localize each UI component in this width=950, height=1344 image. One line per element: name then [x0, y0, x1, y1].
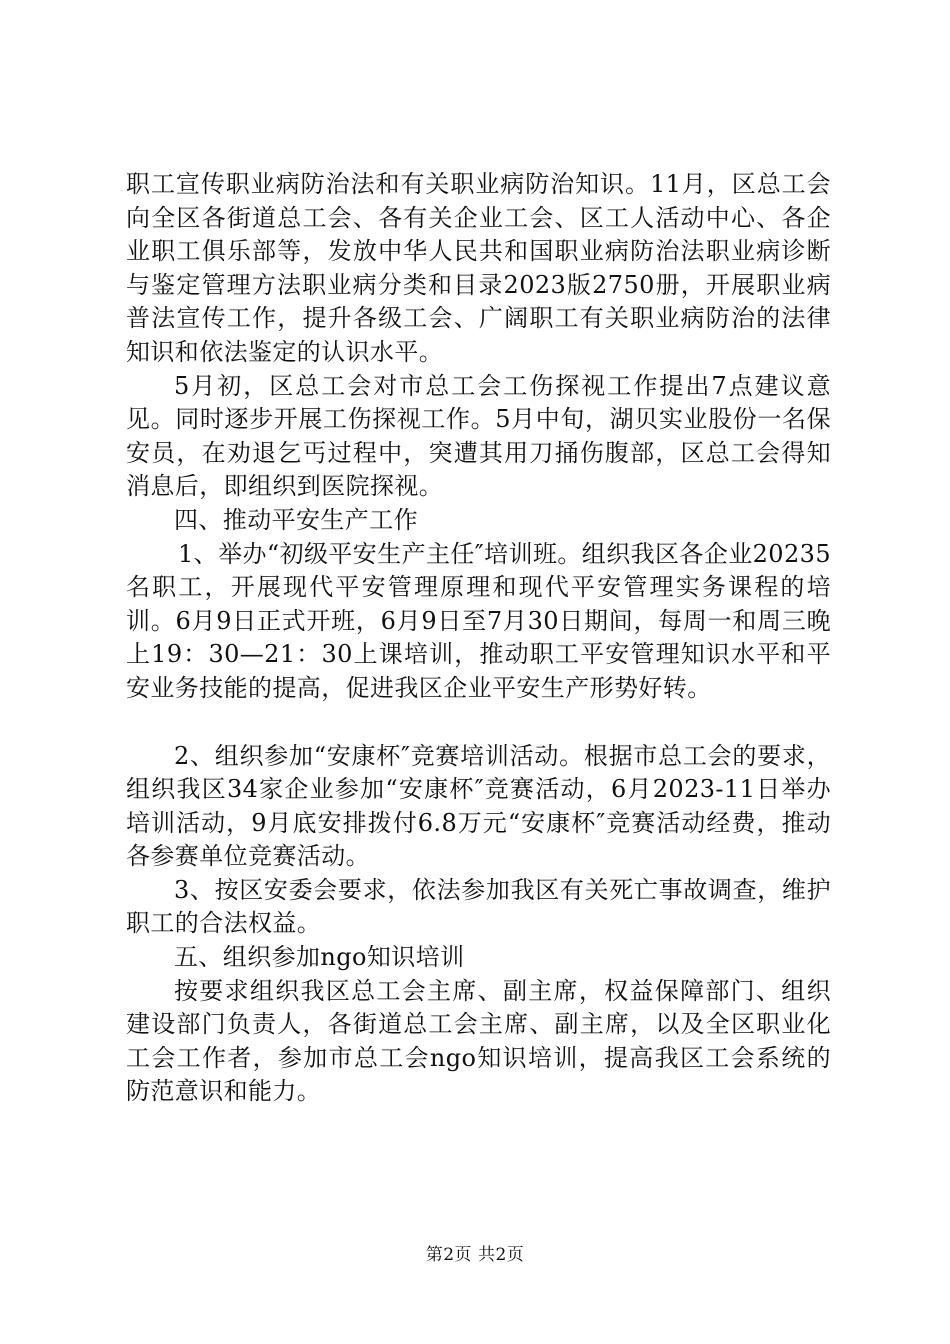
section-heading-ngo-training: 五、组织参加ngo知识培训	[174, 943, 465, 972]
paragraph-ankang-cup: 2、组织参加“安康杯″竞赛培训活动。根据市总工会的要求，组织我区34家企业参加“安康杯″竞赛活动，6月2023-11日举办培训活动，9月底安排拨付6.8万元“安康杯″竞赛活动经费，推动各参赛单位竞赛活动。	[126, 741, 831, 871]
page-footer: 第2页 共2页	[425, 1245, 525, 1265]
document-body	[126, 168, 831, 1109]
section-heading-safety-production: 四、推动平安生产工作	[174, 505, 418, 534]
paragraph-ngo-training: 按要求组织我区总工会主席、副主席，权益保障部门、组织建设部门负责人，各街道总工会主席、副主席，以及全区职业化工会工作者，参加市总工会ngo知识培训，提高我区工会系统的防范意识和能力。	[126, 976, 831, 1106]
paragraph-accident-investigation: 3、按区安委会要求，依法参加我区有关死亡事故调查，维护职工的合法权益。	[126, 875, 831, 938]
paragraph-safety-training-class: 1、举办“初级平安生产主任″培训班。组织我区各企业20235名职工，开展现代平安管理原理和现代平安管理实务课程的培训。6月9日正式开班，6月9日至7月30日期间，每周一和周三晚上19：30—21：30上课培训，推动职工平安管理知识水平和平安业务技能的提高，促进我区企业平安生产形势好转。	[126, 539, 831, 702]
paragraph-occupational-disease-publicity: 职工宣传职业病防治法和有关职业病防治知识。11月，区总工会向全区各街道总工会、各有关企业工会、区工人活动中心、各企业职工俱乐部等，发放中华人民共和国职业病防治法职业病诊断与鉴定管理方法职业病分类和目录2023版2750册，开展职业病普法宣传工作，提升各级工会、广阔职工有关职业病防治的法律知识和依法鉴定的认识水平。	[126, 170, 831, 366]
paragraph-injury-visits: 5月初，区总工会对市总工会工伤探视工作提出7点建议意见。同时逐步开展工伤探视工作。5月中旬，湖贝实业股份一名保安员，在劝退乞丐过程中，突遭其用刀捅伤腹部，区总工会得知消息后，即组织到医院探视。	[126, 371, 831, 501]
